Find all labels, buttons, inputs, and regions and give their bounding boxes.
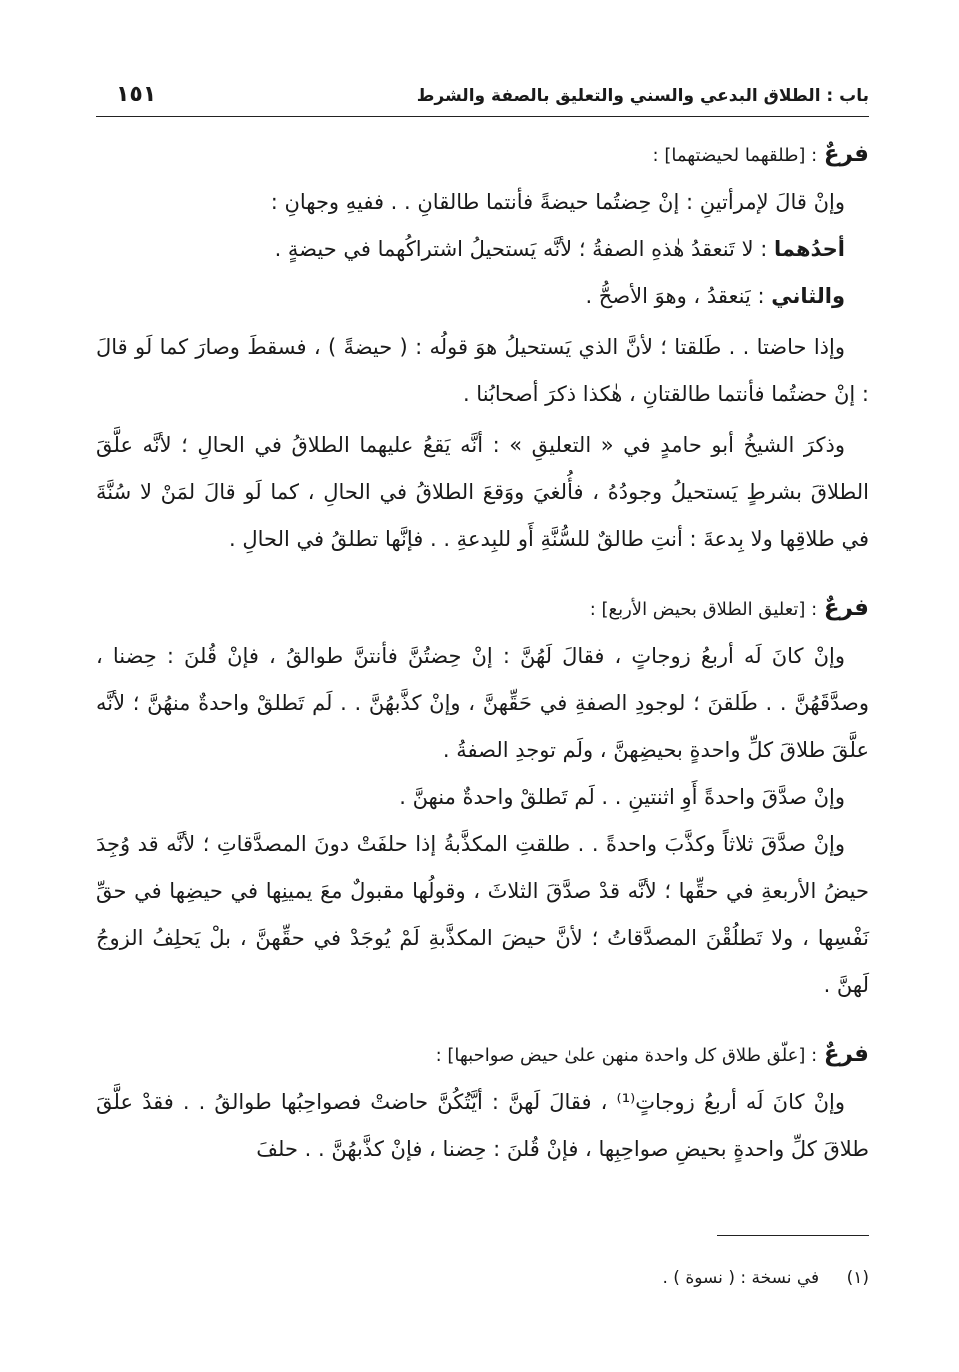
- paragraph: وإنْ صدَّقَ ثلاثاً وكذَّبَ واحدةً . . طلقتِ المكذَّبةُ إذا حلفَتْ دونَ المصدَّقاتِ ؛ لأنَّه قد وُجِدَ حيضُ الأربعةِ في حقِّها ؛ لأنَّه قدْ صدَّقَ الثلاثَ ، وقولُها مقبولٌ معَ يمينِها في حيضِها في حقِّ نَفْسِها ، ولا تَطلُقْنَ المصدَّقاتُ ؛ لأنَّ حيضَ المكذَّبةِ لَمْ يُوجَدْ في حقِّهنَّ ، بلْ يَحلِفُ الزوجُ لَهنَّ .: [96, 832, 869, 997]
- book-page: [96, 80, 869, 1288]
- footnote-text: في نسخة : ( نسوة ) .: [662, 1268, 820, 1288]
- heading-title: : [طلقهما لحيضتهما] :: [652, 145, 818, 166]
- heading-title: : [علّق طلاق كل واحدة منهن علىٰ حيض صواحبها] :: [435, 1045, 818, 1066]
- paragraph-text: : لا تَنعقدُ هٰذهِ الصفةُ ؛ لأنَّه يَستحيلُ اشتراكُهما في حيضةٍ .: [274, 237, 768, 261]
- chapter-title: باب : الطلاق البدعي والسني والتعليق بالصفة والشرط: [416, 86, 869, 106]
- paragraph: [96, 226, 869, 273]
- footnote-number: (١): [846, 1268, 869, 1288]
- paragraph-lead: والثاني: [771, 284, 845, 308]
- paragraph: وإذا حاضتا . . طَلقتا ؛ لأنَّ الذي يَستحيلُ هوَ قولُه : ( حيضةً ) ، فسقطَ وصارَ كما لَو قالَ : إنْ حضتُما فأنتما طالقتانِ ، هٰكذا ذكرَ أصحابُنا .: [96, 335, 869, 406]
- heading-label: فرعٌ: [823, 595, 869, 621]
- main-text: [96, 131, 869, 1173]
- paragraph-text: : يَنعقدُ ، وهوَ الأصحُّ .: [585, 284, 765, 308]
- paragraph-lead: أحدُهما: [774, 237, 845, 261]
- section-heading: [96, 585, 869, 633]
- paragraph: وإنْ كانَ لَه أربعُ زوجاتٍ ، فقالَ لَهُنَّ : إنْ حِضتُنَّ فأنتنَّ طوالقُ ، فإنْ قُلنَ : حِضنا ، وصدَّقَهُنَّ . . طَلقنَ ؛ لوجودِ الصفةِ في حَقِّهنَّ ، وإنْ كذَّبهُنَّ . . لَم تَطلقْ واحدةٌ منهُنَّ ؛ لأنَّه علَّقَ طلاقَ كلِّ واحدةٍ بحيضِهنَّ ، ولَم توجدِ الصفةُ .: [96, 644, 869, 762]
- footnote: [662, 1268, 869, 1288]
- paragraph: [96, 273, 869, 320]
- section-heading: [96, 1031, 869, 1079]
- section-heading: [96, 131, 869, 179]
- paragraph: وإنْ صدَّقَ واحدةً أَوِ اثنتينِ . . لَم تَطلقْ واحدةٌ منهنَّ .: [399, 785, 845, 809]
- heading-label: فرعٌ: [823, 141, 869, 167]
- paragraph: وإنْ قالَ لإمرأتينِ : إنْ حِضتُما حيضةً فأنتما طالقانِ . . ففيهِ وجهانِ :: [270, 190, 845, 214]
- footnote-divider: [717, 1235, 869, 1236]
- running-header: [96, 80, 869, 117]
- paragraph: وذكرَ الشيخُ أبو حامدٍ في « التعليقِ » : أنَّه يَقعُ عليهما الطلاقُ في الحالِ ؛ لأنَّه علَّقَ الطلاقَ بشرطٍ يَستحيلُ وجودُهُ ، فأُلغيَ ووَقعَ الطلاقُ في الحالِ ، كما لَو قالَ لمَنْ لا سُنَّةَ في طلاقِها ولا بِدعةَ : أنتِ طالقٌ للسُّنَّةِ أَو للبِدعةِ . . فإنَّها تطلقُ في الحالِ .: [96, 433, 869, 551]
- heading-label: فرعٌ: [823, 1041, 869, 1067]
- paragraph: وإنْ كانَ لَه أربعُ زوجاتٍ⁽¹⁾ ، فقالَ لَهنَّ : أيَّتُكُنَّ حاضتْ فصواحِبُها طوالقُ . . فقدْ علَّقَ طلاقَ كلِّ واحدةٍ بحيضِ صواحِبِها ، فإنْ قُلنَ : حِضنا ، فإنْ كذَّبهُنَّ . . حلفَ: [96, 1090, 869, 1161]
- page-number: ١٥١: [116, 82, 157, 107]
- heading-title: : [تعليق الطلاق بحيض الأربع] :: [589, 599, 818, 620]
